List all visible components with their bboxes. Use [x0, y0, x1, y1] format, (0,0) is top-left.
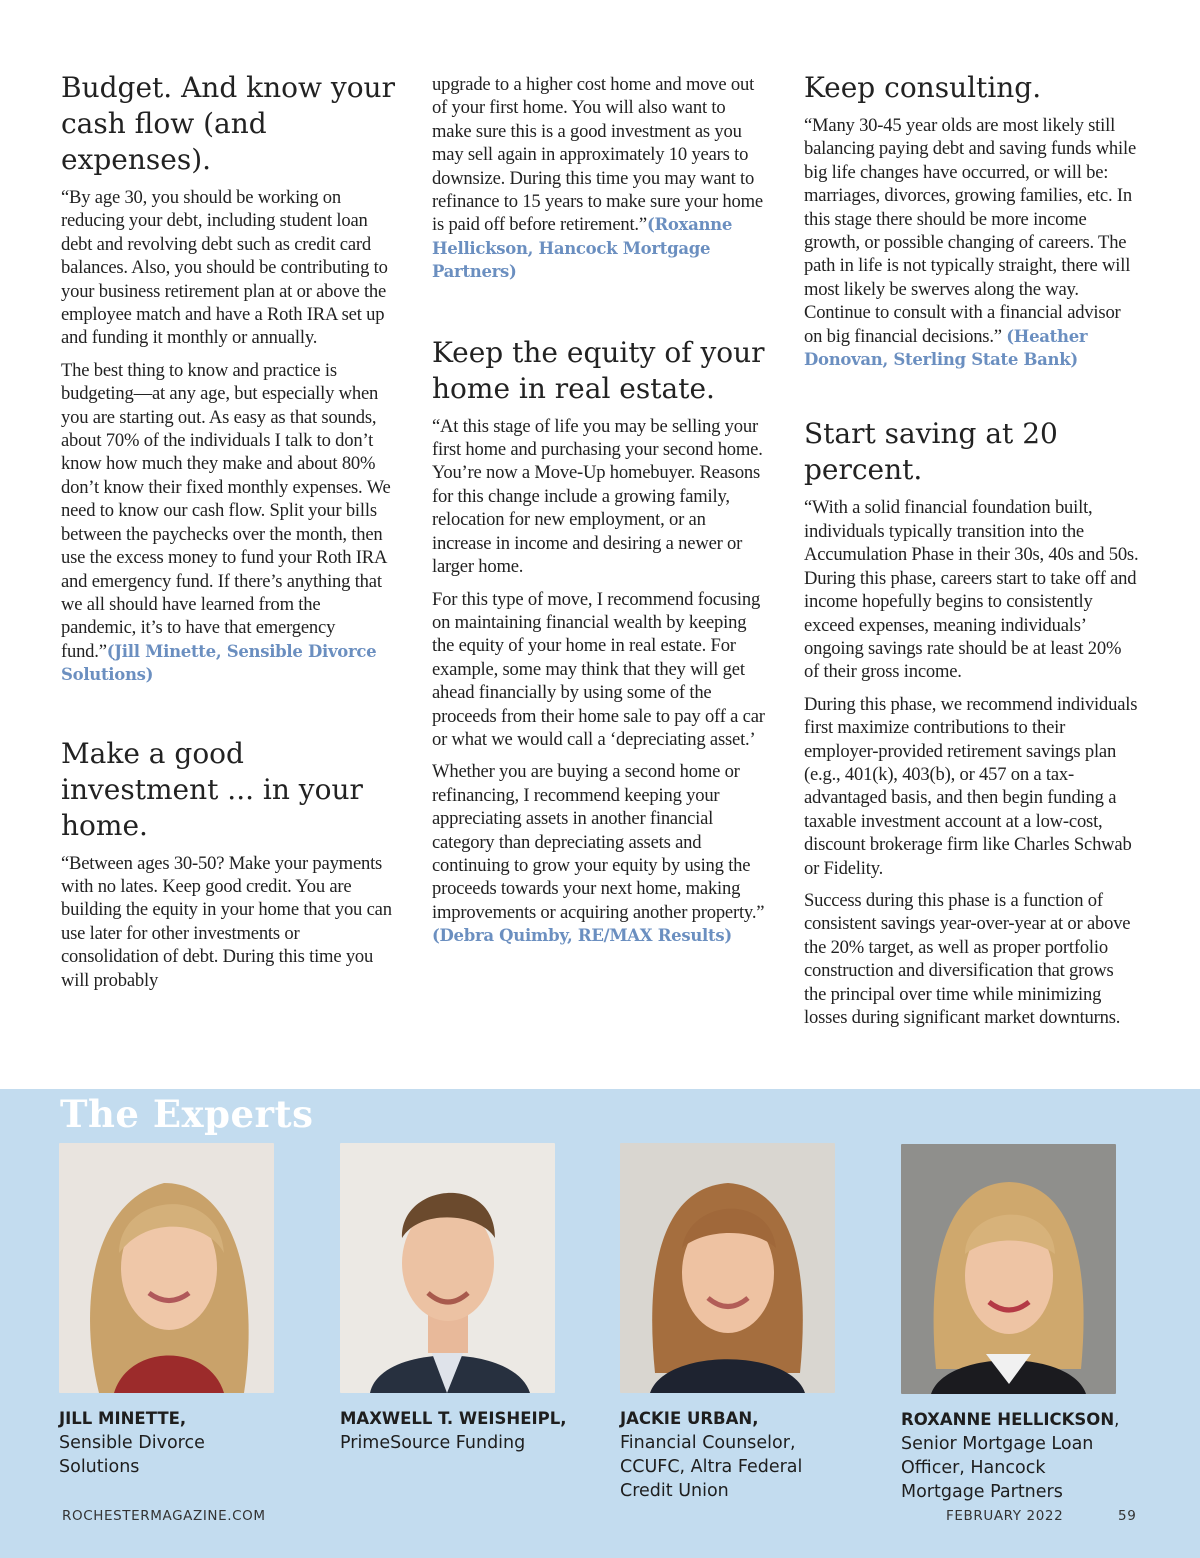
- paragraph: “With a solid financial foundation built, individuals typically transition into the Accumulation Phase in their 30s, 40s and 50s. During this phase, careers start to take off and income hopefully begins to consistently exceed expenses, meaning individuals’ ongoing savings rate should be at least 20% of their gross income.: [804, 497, 1139, 683]
- section-heading-saving: Start saving at 20 percent.: [804, 417, 1058, 487]
- expert-citation: (Heather Donovan, Sterling State Bank): [804, 326, 1088, 370]
- expert-card: [620, 1143, 850, 1503]
- article-column-1: [61, 70, 396, 1001]
- article-column-3: [804, 70, 1139, 1038]
- section-heading-equity: Keep the equity of your home in real estate.: [432, 335, 765, 405]
- footer-date: FEBRUARY 2022: [946, 1508, 1064, 1524]
- footer-site: ROCHESTERMAGAZINE.COM: [62, 1508, 266, 1524]
- paragraph: For this type of move, I recommend focusing on maintaining financial wealth by keeping the equity of your home in real estate. For example, some may think that they will get ahead financially by using some of the proceeds from their home sale to pay off a car or what we would call a ‘depreciating asset.’: [432, 588, 765, 750]
- paragraph: The best thing to know and practice is budgeting—at any age, but especially when you are starting out. As easy as that sounds, about 70% of the individuals I talk to don’t know how much they make and about 80% don’t know their fixed monthly expenses. We need to know our cash flow. Split your bills between the paychecks over the month, then use the excess money to fund your Roth IRA and emergency fund. If there’s anything that we all should have learned from the pandemic, it’s to have that emergency fund.”(Jill Minette, Sensible Divorce Solutions): [61, 359, 391, 685]
- expert-affiliation: Sensible Divorce Solutions: [59, 1433, 205, 1477]
- expert-name: MAXWELL T. WEISHEIPL,: [340, 1409, 567, 1428]
- paragraph: Success during this phase is a function of consistent savings year-over-year at or above the 20% target, as well as proper portfolio construction and diversification that grows the principal over time while minimizing losses during significant market downturns.: [804, 889, 1131, 1028]
- expert-affiliation: PrimeSource Funding: [340, 1433, 526, 1453]
- section-heading-budget: Budget. And know your cash flow (and expenses).: [61, 71, 395, 176]
- expert-photo: [340, 1143, 555, 1393]
- expert-citation: (Roxanne Hellickson, Hancock Mortgage Partners): [432, 215, 733, 282]
- expert-photo: [59, 1143, 274, 1393]
- article-column-2: [432, 73, 767, 957]
- expert-name: JILL MINETTE,: [59, 1409, 187, 1428]
- expert-name: JACKIE URBAN,: [620, 1409, 759, 1428]
- section-heading-consulting: Keep consulting.: [804, 71, 1042, 104]
- expert-affiliation: Senior Mortgage Loan Officer, Hancock Mortgage Partners: [901, 1434, 1094, 1502]
- expert-affiliation: Financial Counselor, CCUFC, Altra Federal Credit Union: [620, 1433, 803, 1501]
- page-number: 59: [1118, 1508, 1137, 1524]
- experts-title: The Experts: [60, 1092, 314, 1136]
- expert-card: [340, 1143, 570, 1455]
- expert-name: ROXANNE HELLICKSON,: [901, 1410, 1120, 1429]
- expert-citation: (Jill Minette, Sensible Divorce Solutions): [61, 641, 377, 685]
- expert-citation: (Debra Quimby, RE/MAX Results): [432, 926, 732, 946]
- paragraph: upgrade to a higher cost home and move out of your first home. You will also want to make sure this is a good investment as you may sell again in approximately 10 years to downsize. During this time you may want to refinance to 15 years to make sure your home is paid off before retirement.”(Roxanne Hellickson, Hancock Mortgage Partners): [432, 74, 763, 282]
- paragraph: During this phase, we recommend individuals first maximize contributions to their employer-provided retirement savings plan (e.g., 401(k), 403(b), or 457 on a tax-advantaged basis, and then begin funding a taxable investment account at a low-cost, discount brokerage firm like Charles Schwab or Fidelity.: [804, 693, 1138, 879]
- expert-photo: [901, 1144, 1116, 1394]
- paragraph: “Many 30-45 year olds are most likely still balancing paying debt and saving funds while big life changes have occurred, or will be: marriages, divorces, growing families, etc. In this stage there should be more income growth, or possible changing of careers. The path in life is not typically straight, there will most likely be swerves along the way. Continue to consult with a financial advisor on big financial decisions.” (Heather Donovan, Sterling State Bank): [804, 115, 1137, 370]
- paragraph: “Between ages 30-50? Make your payments with no lates. Keep good credit. You are building the equity in your home that you can use later for other investments or consolidation of debt. During this time you will probably: [61, 852, 392, 991]
- paragraph: Whether you are buying a second home or refinancing, I recommend keeping your appreciating assets in another financial category than depreciating assets and continuing to grow your equity by using the proceeds towards your next home, making improvements or acquiring another property.” (Debra Quimby, RE/MAX Results): [432, 761, 765, 946]
- expert-card: [901, 1144, 1131, 1504]
- section-heading-investment: Make a good investment ... in your home.: [61, 736, 363, 842]
- expert-card: [59, 1143, 289, 1479]
- paragraph: “At this stage of life you may be selling your first home and purchasing your second home. You’re now a Move-Up homebuyer. Reasons for this change include a growing family, relocation for new employment, or an increase in income and desiring a newer or larger home.: [432, 415, 763, 578]
- expert-photo: [620, 1143, 835, 1393]
- paragraph: “By age 30, you should be working on reducing your debt, including student loan debt and revolving debt such as credit card balances. Also, you should be contributing to your business retirement plan at or above the employee match and have a Roth IRA set up and funding it monthly or annually.: [61, 187, 388, 349]
